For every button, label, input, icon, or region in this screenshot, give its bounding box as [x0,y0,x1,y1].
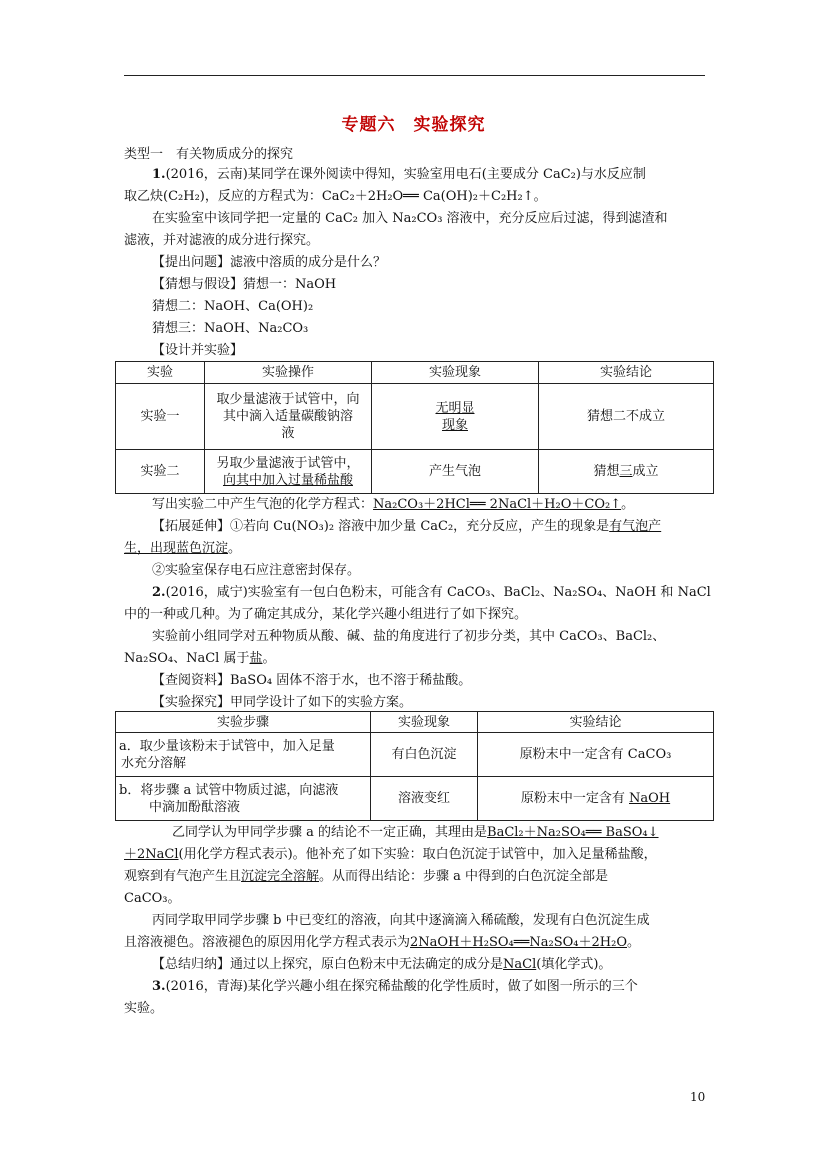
cell-line: 水充分溶解 [121,755,187,771]
answer-text: 无明显 [435,400,475,416]
answer-text: 三 [619,464,633,479]
experiment-table-2 [115,711,714,821]
text: (用化学方程式表示)。他补充了如下实验：取白色沉淀于试管中，加入足量稀盐酸， [178,847,657,862]
question-number: 2. [152,585,166,600]
table-header: 实验结论 [539,362,714,384]
answer-text: NaCl [503,957,537,972]
table-header: 实验结论 [478,712,714,733]
text: 写出实验二中产生气泡的化学方程式： [152,497,374,512]
question-1-line: 【提出问题】滤液中溶质的成分是什么？ [152,255,387,270]
question-2-line: 丙同学取甲同学步骤 b 中已变红的溶液，向其中逐滴滴入稀硫酸，发现有白色沉淀生成 [152,913,650,928]
experiment-table-1 [115,361,714,494]
table-row [116,450,714,494]
answer-text: 沉淀完全溶解 [241,869,320,884]
answer-text: 有气泡产 [609,519,662,534]
answer-text: NaOH [629,791,671,806]
text: Na₂SO₄、NaCl 属于 [124,651,250,666]
text: (填化学式)。 [536,957,612,972]
text: 成立 [632,464,659,479]
table-cell: 原粉末中一定含有 CaCO₃ [478,733,714,777]
table-cell [205,450,372,494]
table-cell [478,777,714,821]
table-row [116,777,714,821]
table-header: 实验操作 [205,362,372,384]
table-cell [116,777,371,821]
answer-text: 生，出现蓝色沉淀 [124,541,229,556]
text: 原粉末中一定含有 [520,791,629,806]
table-header: 实验步骤 [116,712,371,733]
question-number: 3. [152,979,166,994]
question-2-line: 【查阅资料】BaSO₄ 固体不溶于水，也不溶于稀盐酸。 [152,673,472,688]
text: 且溶液褪色。溶液褪色的原因用化学方程式表示为 [124,935,411,950]
text: 。 [262,651,276,666]
question-1-line: 【猜想与假设】猜想一：NaOH [152,277,337,292]
page-number: 10 [690,1090,706,1104]
text: 观察到有气泡产生且 [124,869,242,884]
table-cell: 溶液变红 [371,777,478,821]
extension-line [124,540,714,558]
extension-line: ②实验室保存电石应注意密封保存。 [152,563,361,578]
question-1-line: 【设计并实验】 [152,343,244,358]
cell-line: 中滴加酚酞溶液 [149,799,241,815]
answer-text: BaCl₂＋Na₂SO₄══ BaSO₄↓ [487,825,659,840]
cell-line: 另取少量滤液于试管中， [216,455,360,471]
question-2-line [124,934,714,952]
question-2-line: 中的一种或几种。为了确定其成分，某化学兴趣小组进行了如下探究。 [124,607,528,622]
table-cell: 实验一 [116,384,205,450]
cell-line: 向其中加入过量稀盐酸 [222,472,353,488]
table-header: 实验现象 [372,362,539,384]
table-header: 实验 [116,362,205,384]
question-1-line [152,166,742,184]
table-cell [205,384,372,450]
answer-text: Na₂CO₃＋2HCl══ 2NaCl＋H₂O＋CO₂↑ [373,497,622,512]
text: (2016，咸宁)实验室有一包白色粉末，可能含有 CaCO₃、BaCl₂、Na₂SO₄、NaOH 和 NaCl [165,585,711,600]
table-cell [372,384,539,450]
question-number: 1. [152,167,166,182]
answer-text: 现象 [441,417,468,433]
answer-text: 2NaOH＋H₂SO₄══Na₂SO₄＋2H₂O [410,935,627,950]
text: 。 [228,541,242,556]
table-header-row [116,712,714,733]
table-cell: 有白色沉淀 [371,733,478,777]
header-rule [124,75,705,76]
question-2-line [152,584,742,602]
question-2-line [124,650,714,668]
table-cell: 实验二 [116,450,205,494]
question-2-line [124,868,714,886]
table-header: 实验现象 [371,712,478,733]
question-2-line: 实验前小组同学对五种物质从酸、碱、盐的角度进行了初步分类，其中 CaCO₃、BaCl₂、 [152,629,666,644]
question-2-line: 【实验探究】甲同学设计了如下的实验方案。 [152,695,413,710]
table-row [116,733,714,777]
question-3-line [152,978,742,996]
question-3-line: 实验。 [124,1001,164,1016]
table-cell: 产生气泡 [372,450,539,494]
text: 【拓展延伸】①若向 Cu(NO₃)₂ 溶液中加少量 CaC₂，充分反应，产生的现象是 [152,519,610,534]
question-2-line [124,846,714,864]
table-row [116,384,714,450]
question-1-line: 猜想二：NaOH、Ca(OH)₂ [152,299,314,314]
question-1-line: 猜想三：NaOH、Na₂CO₃ [152,321,309,336]
text: 。从而得出结论：步骤 a 中得到的白色沉淀全部是 [319,869,609,884]
question-1-line: 在实验室中该同学把一定量的 CaC₂ 加入 Na₂CO₃ 溶液中，充分反应后过滤，得到滤渣和 [152,211,668,226]
page-title: 专题六 实验探究 [341,115,486,135]
question-1-line: 取乙炔(C₂H₂)，反应的方程式为：CaC₂＋2H₂O══ Ca(OH)₂＋C₂H₂↑。 [124,189,547,204]
text: (2016，云南)某同学在课外阅读中得知，实验室用电石(主要成分 CaC₂)与水反应制 [165,167,646,182]
text: 【总结归纳】通过以上探究，原白色粉末中无法确定的成分是 [152,957,504,972]
extension-line [152,518,742,536]
question-2-line: CaCO₃。 [124,891,181,906]
table-header-row [116,362,714,384]
table-cell [116,733,371,777]
cell-line: a．取少量该粉末于试管中，加入足量 [119,738,335,754]
table-cell: 猜想二不成立 [539,384,714,450]
cell-line: 其中滴入适量碳酸钠溶 [222,409,353,424]
equation-line [152,496,742,514]
text: 乙同学认为甲同学步骤 a 的结论不一定正确，其理由是 [172,825,488,840]
answer-text: 盐 [249,651,263,666]
section-heading: 类型一 有关物质成分的探究 [124,147,294,162]
table-cell [539,450,714,494]
answer-text: ＋2NaCl [124,847,179,862]
text: 。 [626,935,640,950]
cell-line: 取少量滤液于试管中，向 [216,392,360,407]
question-2-line [172,824,762,842]
text: 。 [621,497,635,512]
text: (2016，青海)某化学兴趣小组在探究稀盐酸的化学性质时，做了如图一所示的三个 [165,979,638,994]
cell-line: 液 [281,426,295,441]
question-1-line: 滤液，并对滤液的成分进行探究。 [124,233,320,248]
text: 猜想 [593,464,620,479]
cell-line: b．将步骤 a 试管中物质过滤，向滤液 [119,782,339,798]
question-2-line [152,956,742,974]
